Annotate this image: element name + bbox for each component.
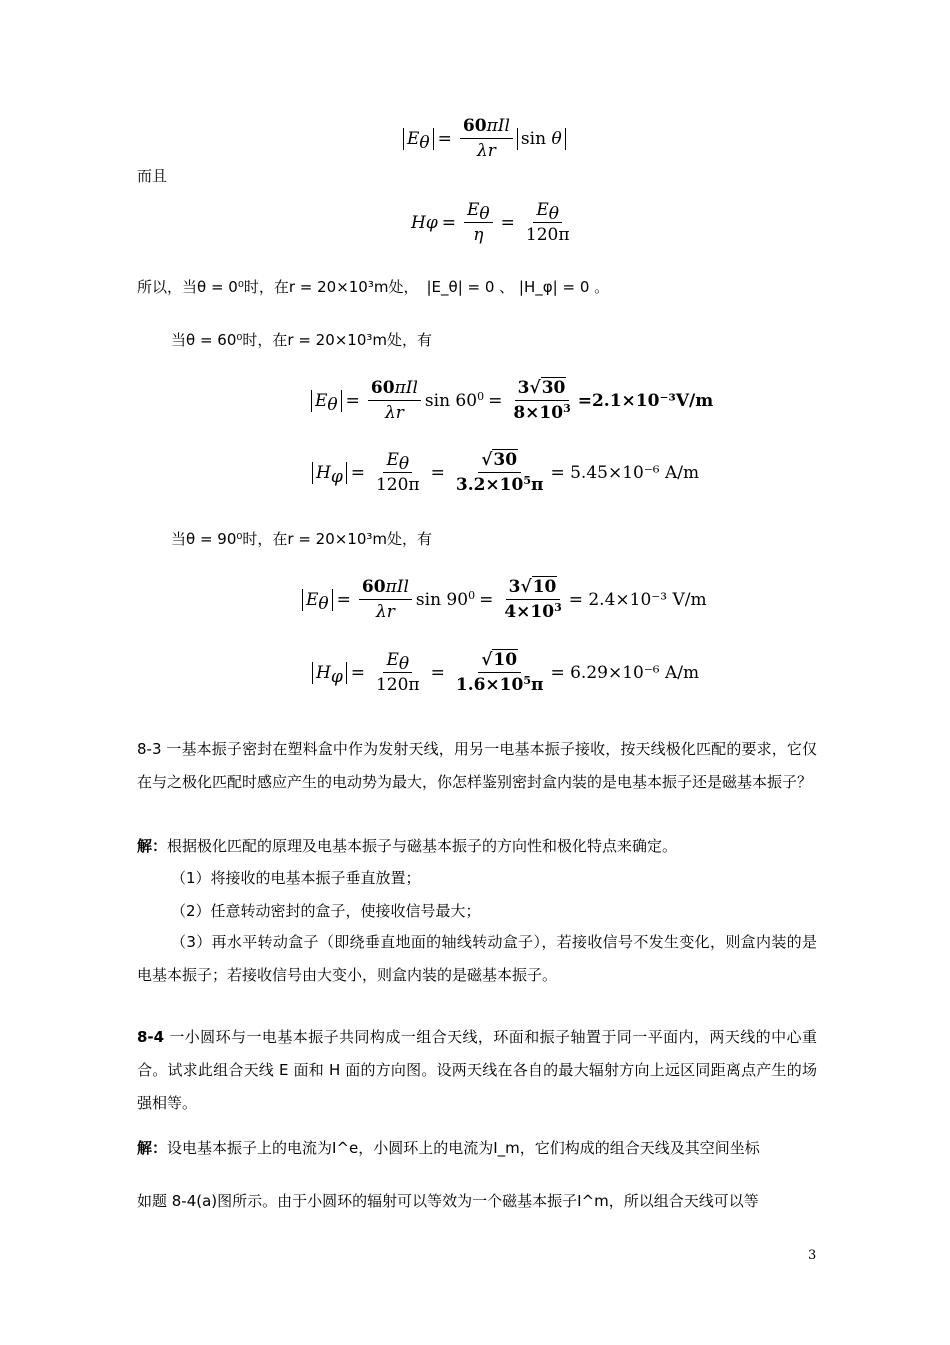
problem-8-4-label: 8-4 — [137, 1028, 165, 1046]
page-number: 3 — [808, 1248, 817, 1263]
problem-8-4-text: 一小圆环与一电基本振子共同构成一组合天线，环面和振子轴置于同一平面内，两天线的中心重合。试求此组合天线 E 面和 H 面的方向图。设两天线在各自的最大辐射方向上远区同距离点产生的场强相等。 — [137, 1028, 817, 1112]
equation-h-phi-90: $H_\varphi$ = $\frac{E_\theta}{120\pi}$ = $\frac{√10}{1.6\times 10^5\pi}$ = 6.29×10⁻⁶ A/m — [312, 650, 699, 695]
text-theta-90: 当θ = 90⁰时，在r = 20×10³m处，有 — [171, 530, 433, 548]
problem-8-3-text: 一基本振子密封在塑料盒中作为发射天线，用另一电基本振子接收，按天线极化匹配的要求，它仅在与之极化匹配时感应产生的电动势为最大，你怎样鉴别密封盒内装的是电基本振子还是磁基本振子？ — [137, 740, 817, 791]
equation-e-theta-general: $E_\theta$ = $\frac{\text{60πIl}}{\lambda r}$ sin θ — [403, 116, 566, 161]
text-suoyi: 所以，当θ = 0⁰时，在r = 20×10³m处， |E_θ| = 0 、 |H_φ| = 0 。 — [137, 278, 610, 296]
equation-e-theta-60: $E_\theta$ = $\frac{\text{60πIl}}{\lambda r}$ $\sin 60^0$ = $\frac{3√30}{8\times 10^3}$ =2.1×10⁻³V/m — [311, 378, 713, 423]
problem-8-3 — [137, 733, 817, 799]
equation-e-theta-90: $E_\theta$ = $\frac{\text{60πIl}}{\lambda r}$ $\sin 90^0$ = $\frac{3√10}{4\times 10^3}$ = 2.4×10⁻³ V/m — [302, 577, 707, 622]
equation-h-phi-60: $H_\varphi$ = $\frac{E_\theta}{120\pi}$ = $\frac{√30}{3.2\times 10^5\pi}$ = 5.45×10⁻⁶ A/m — [312, 450, 699, 495]
solution-8-4-line-2: 如题 8-4(a)图所示。由于小圆环的辐射可以等效为一个磁基本振子I^m，所以组合天线可以等 — [137, 1192, 759, 1210]
step-3: （3）再水平转动盒子（即绕垂直地面的轴线转动盒子），若接收信号不发生变化，则盒内装的是电基本振子；若接收信号由大变小，则盒内装的是磁基本振子。 — [137, 933, 817, 984]
problem-8-4 — [137, 1021, 817, 1120]
problem-8-3-label: 8-3 — [137, 740, 162, 758]
solution-8-4-line-1: 解：设电基本振子上的电流为I^e，小圆环上的电流为I_m，它们构成的组合天线及其空间坐标 — [137, 1139, 760, 1157]
solution-8-3: 解：根据极化匹配的原理及电基本振子与磁基本振子的方向性和极化特点来确定。 — [137, 837, 678, 855]
step-2: （2）任意转动密封的盒子，使接收信号最大； — [171, 902, 481, 920]
text-erhe: 而且 — [137, 167, 168, 185]
text-theta-60: 当θ = 60⁰时，在r = 20×10³m处，有 — [171, 331, 433, 349]
step-1: （1）将接收的电基本振子垂直放置； — [171, 869, 421, 887]
equation-h-phi-general: H φ = $\frac{E_\theta}{\eta}$ = $\frac{E_\theta}{120\pi}$ — [411, 200, 570, 245]
